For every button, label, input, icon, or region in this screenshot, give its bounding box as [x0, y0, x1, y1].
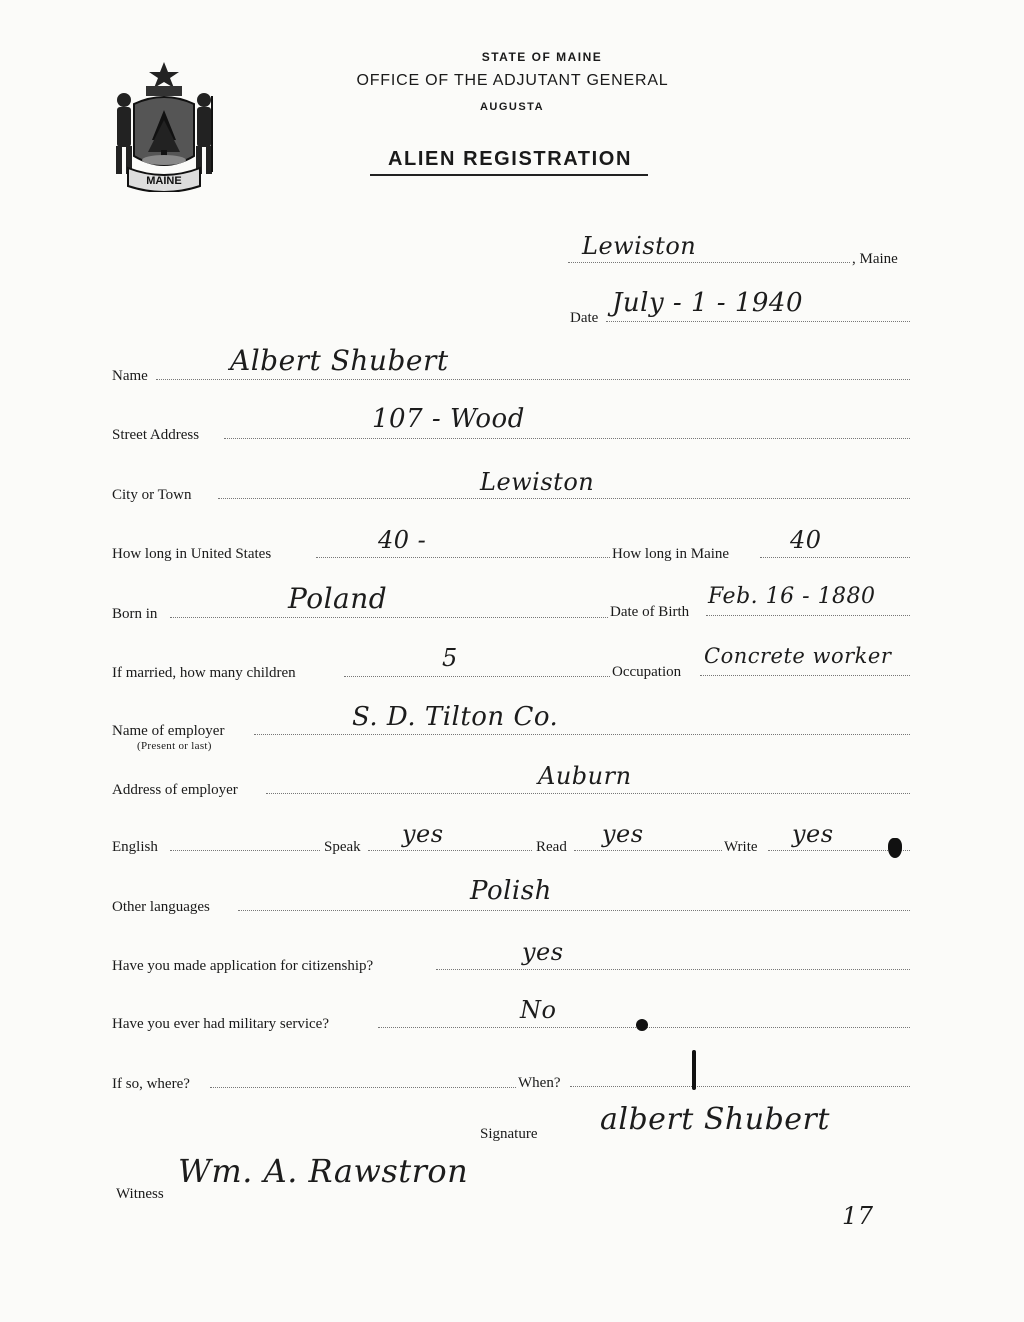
- how-long-us-line: [316, 557, 610, 558]
- date-label: Date: [570, 310, 599, 326]
- when-label: When?: [518, 1075, 561, 1091]
- office-heading: OFFICE OF THE ADJUTANT GENERAL: [356, 72, 669, 89]
- street-address-label: Street Address: [112, 427, 200, 443]
- military-label: Have you ever had military service?: [112, 1016, 329, 1032]
- city-heading: AUGUSTA: [479, 101, 545, 113]
- how-long-maine-entry: 40: [790, 526, 822, 554]
- other-languages-label: Other languages: [112, 899, 210, 915]
- city-label: City or Town: [112, 487, 192, 503]
- if-so-where-label: If so, where?: [112, 1076, 190, 1092]
- read-label: Read: [536, 839, 567, 855]
- town-line: [568, 262, 850, 263]
- occupation-line: [700, 675, 910, 676]
- witness-label: Witness: [116, 1186, 164, 1202]
- town-entry: Lewiston: [582, 232, 697, 260]
- page-number: 17: [842, 1202, 874, 1230]
- english-line: [170, 850, 320, 851]
- date-of-birth-line: [706, 615, 910, 616]
- maine-state-seal: [108, 60, 220, 192]
- maine-label: , Maine: [852, 251, 898, 267]
- name-line: [156, 379, 910, 380]
- read-entry: yes: [602, 820, 644, 848]
- citizenship-label: Have you made application for citizenship?: [112, 958, 374, 974]
- employer-line: [254, 734, 910, 735]
- how-long-us-entry: 40 -: [378, 526, 427, 554]
- street-address-entry: 107 - Wood: [372, 404, 525, 434]
- employer-label: Name of employer: [112, 723, 225, 739]
- how-long-maine-line: [760, 557, 910, 558]
- how-long-us-label: How long in United States: [112, 546, 272, 562]
- how-long-maine-label: How long in Maine: [612, 546, 730, 562]
- employer-address-label: Address of employer: [112, 782, 238, 798]
- speak-line: [368, 850, 532, 851]
- speak-label: Speak: [324, 839, 361, 855]
- seal-text: MAINE: [146, 175, 182, 187]
- date-of-birth-entry: Feb. 16 - 1880: [708, 584, 876, 609]
- citizenship-line: [436, 969, 910, 970]
- employer-address-entry: Auburn: [538, 762, 632, 790]
- ink-blot: [888, 838, 902, 858]
- children-label: If married, how many children: [112, 665, 296, 681]
- city-entry: Lewiston: [480, 468, 595, 496]
- name-entry: Albert Shubert: [230, 344, 449, 377]
- title-underline: [370, 174, 648, 176]
- if-so-where-line: [210, 1087, 516, 1088]
- occupation-entry: Concrete worker: [704, 644, 892, 668]
- ink-stroke: [692, 1050, 696, 1090]
- born-in-entry: Poland: [288, 582, 388, 615]
- employer-entry: S. D. Tilton Co.: [352, 702, 559, 732]
- write-label: Write: [724, 839, 758, 855]
- born-in-label: Born in: [112, 606, 158, 622]
- occupation-label: Occupation: [612, 664, 682, 680]
- date-line: [606, 321, 910, 322]
- read-line: [574, 850, 722, 851]
- english-label: English: [112, 839, 158, 855]
- signature-label: Signature: [480, 1126, 538, 1142]
- employer-address-line: [266, 793, 910, 794]
- date-of-birth-label: Date of Birth: [610, 604, 690, 620]
- children-line: [344, 676, 610, 677]
- speak-entry: yes: [402, 820, 444, 848]
- ink-dot: [636, 1019, 648, 1031]
- employer-note: (Present or last): [137, 740, 212, 752]
- city-line: [218, 498, 910, 499]
- born-in-line: [170, 617, 608, 618]
- children-entry: 5: [442, 644, 458, 672]
- other-languages-line: [238, 910, 910, 911]
- write-entry: yes: [792, 820, 834, 848]
- state-heading: STATE OF MAINE: [481, 50, 603, 64]
- military-entry: No: [520, 996, 557, 1024]
- other-languages-entry: Polish: [470, 876, 552, 906]
- when-line: [570, 1086, 910, 1087]
- witness-entry: Wm. A. Rawstron: [178, 1152, 469, 1190]
- signature-entry: albert Shubert: [600, 1102, 830, 1137]
- date-entry: July - 1 - 1940: [612, 288, 804, 318]
- name-label: Name: [112, 368, 148, 384]
- citizenship-entry: yes: [522, 938, 564, 966]
- street-address-line: [224, 438, 910, 439]
- form-title: ALIEN REGISTRATION: [388, 148, 632, 170]
